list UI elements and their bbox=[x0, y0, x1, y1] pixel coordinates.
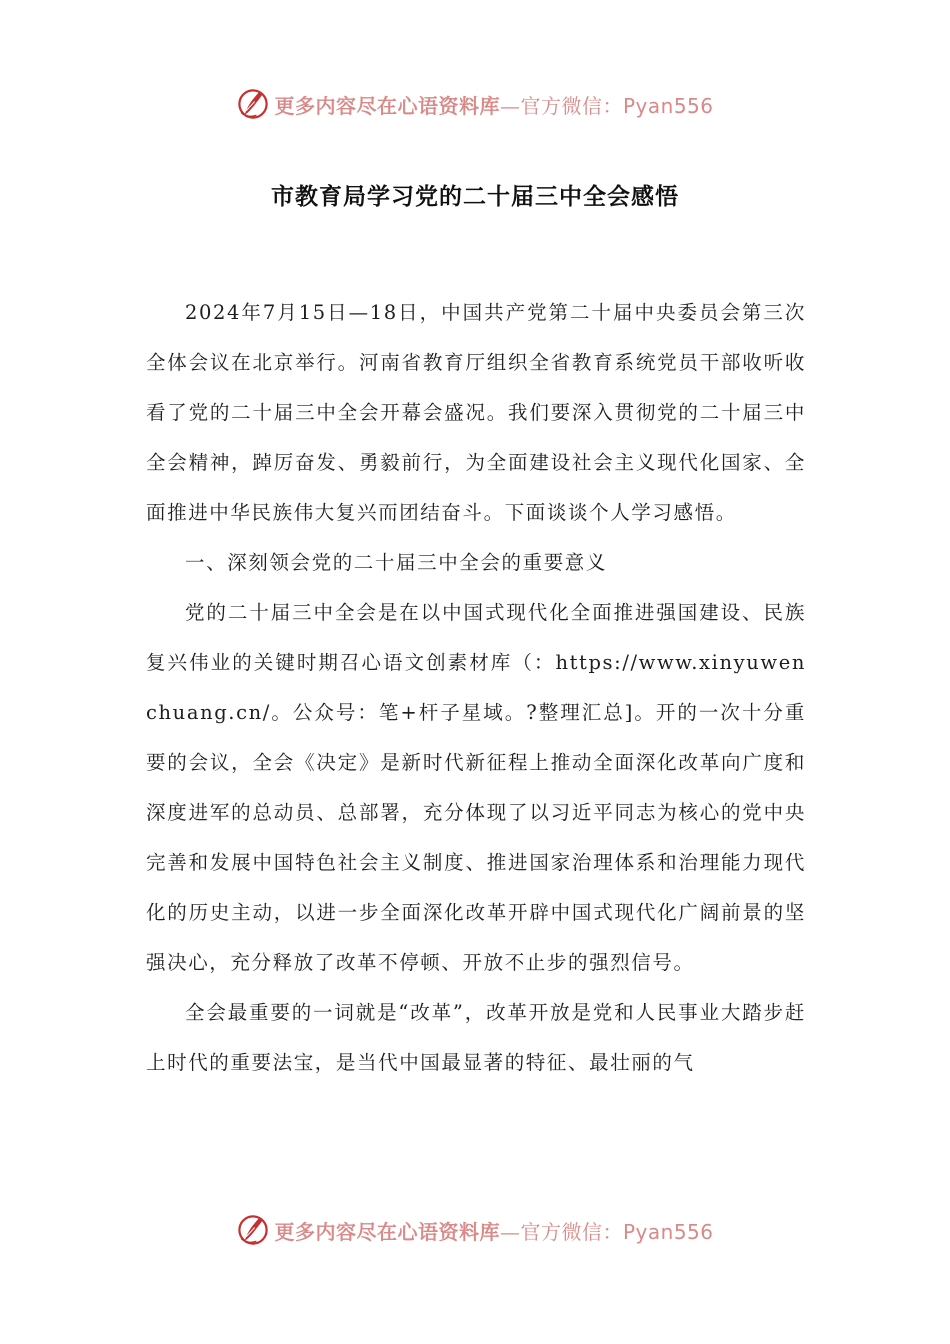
document-title: 市教育局学习党的二十届三中全会感悟 bbox=[271, 183, 679, 210]
footer-dash: — bbox=[499, 1219, 521, 1244]
header-brand: 更多内容尽在心语资料库 bbox=[274, 93, 500, 118]
header-contact-label: 官方微信： bbox=[520, 93, 623, 118]
header-banner-text bbox=[274, 90, 713, 119]
footer-banner-text bbox=[274, 1216, 713, 1245]
paragraph-intro: 2024年7月15日—18日，中国共产党第二十届中央委员会第三次全体会议在北京举行。河南省教育厅组织全省教育系统党员干部收听收看了党的二十届三中全会开幕会盛况。我们要深入贯彻党的二十届三中全会精神，踔厉奋发、勇毅前行，为全面建设社会主义现代化国家、全面推进中华民族伟大复兴而团结奋斗。下面谈谈个人学习感悟。 bbox=[146, 301, 806, 524]
header-contact-id: Pyan556 bbox=[622, 93, 714, 118]
quill-pen-icon bbox=[236, 1213, 270, 1247]
header-dash: — bbox=[499, 93, 521, 118]
footer-contact-label: 官方微信： bbox=[520, 1219, 623, 1244]
footer-brand: 更多内容尽在心语资料库 bbox=[274, 1219, 500, 1244]
document-body bbox=[146, 288, 806, 1088]
paragraph-reform: 全会最重要的一词就是“改革”，改革开放是党和人民事业大踏步赶上时代的重要法宝，是当代中国最显著的特征、最壮丽的气 bbox=[146, 1001, 806, 1074]
section-heading-1: 一、深刻领会党的二十届三中全会的重要意义 bbox=[185, 551, 608, 574]
footer-contact-id: Pyan556 bbox=[622, 1219, 714, 1244]
paragraph-significance: 党的二十届三中全会是在以中国式现代化全面推进强国建设、民族复兴伟业的关键时期召心语文创素材库（：https://www.xinyuwenchuang.cn/。公众号：笔+杆子星域。?整理汇总]。开的一次十分重要的会议，全会《决定》是新时代新征程上推动全面深化改革向广度和深度进军的总动员、总部署，充分体现了以习近平同志为核心的党中央完善和发展中国特色社会主义制度、推进国家治理体系和治理能力现代化的历史主动，以进一步全面深化改革开辟中国式现代化广阔前景的坚强决心，充分释放了改革不停顿、开放不止步的强烈信号。 bbox=[146, 601, 806, 974]
footer-banner bbox=[0, 1208, 950, 1252]
quill-pen-icon bbox=[236, 87, 270, 121]
header-banner bbox=[0, 82, 950, 126]
